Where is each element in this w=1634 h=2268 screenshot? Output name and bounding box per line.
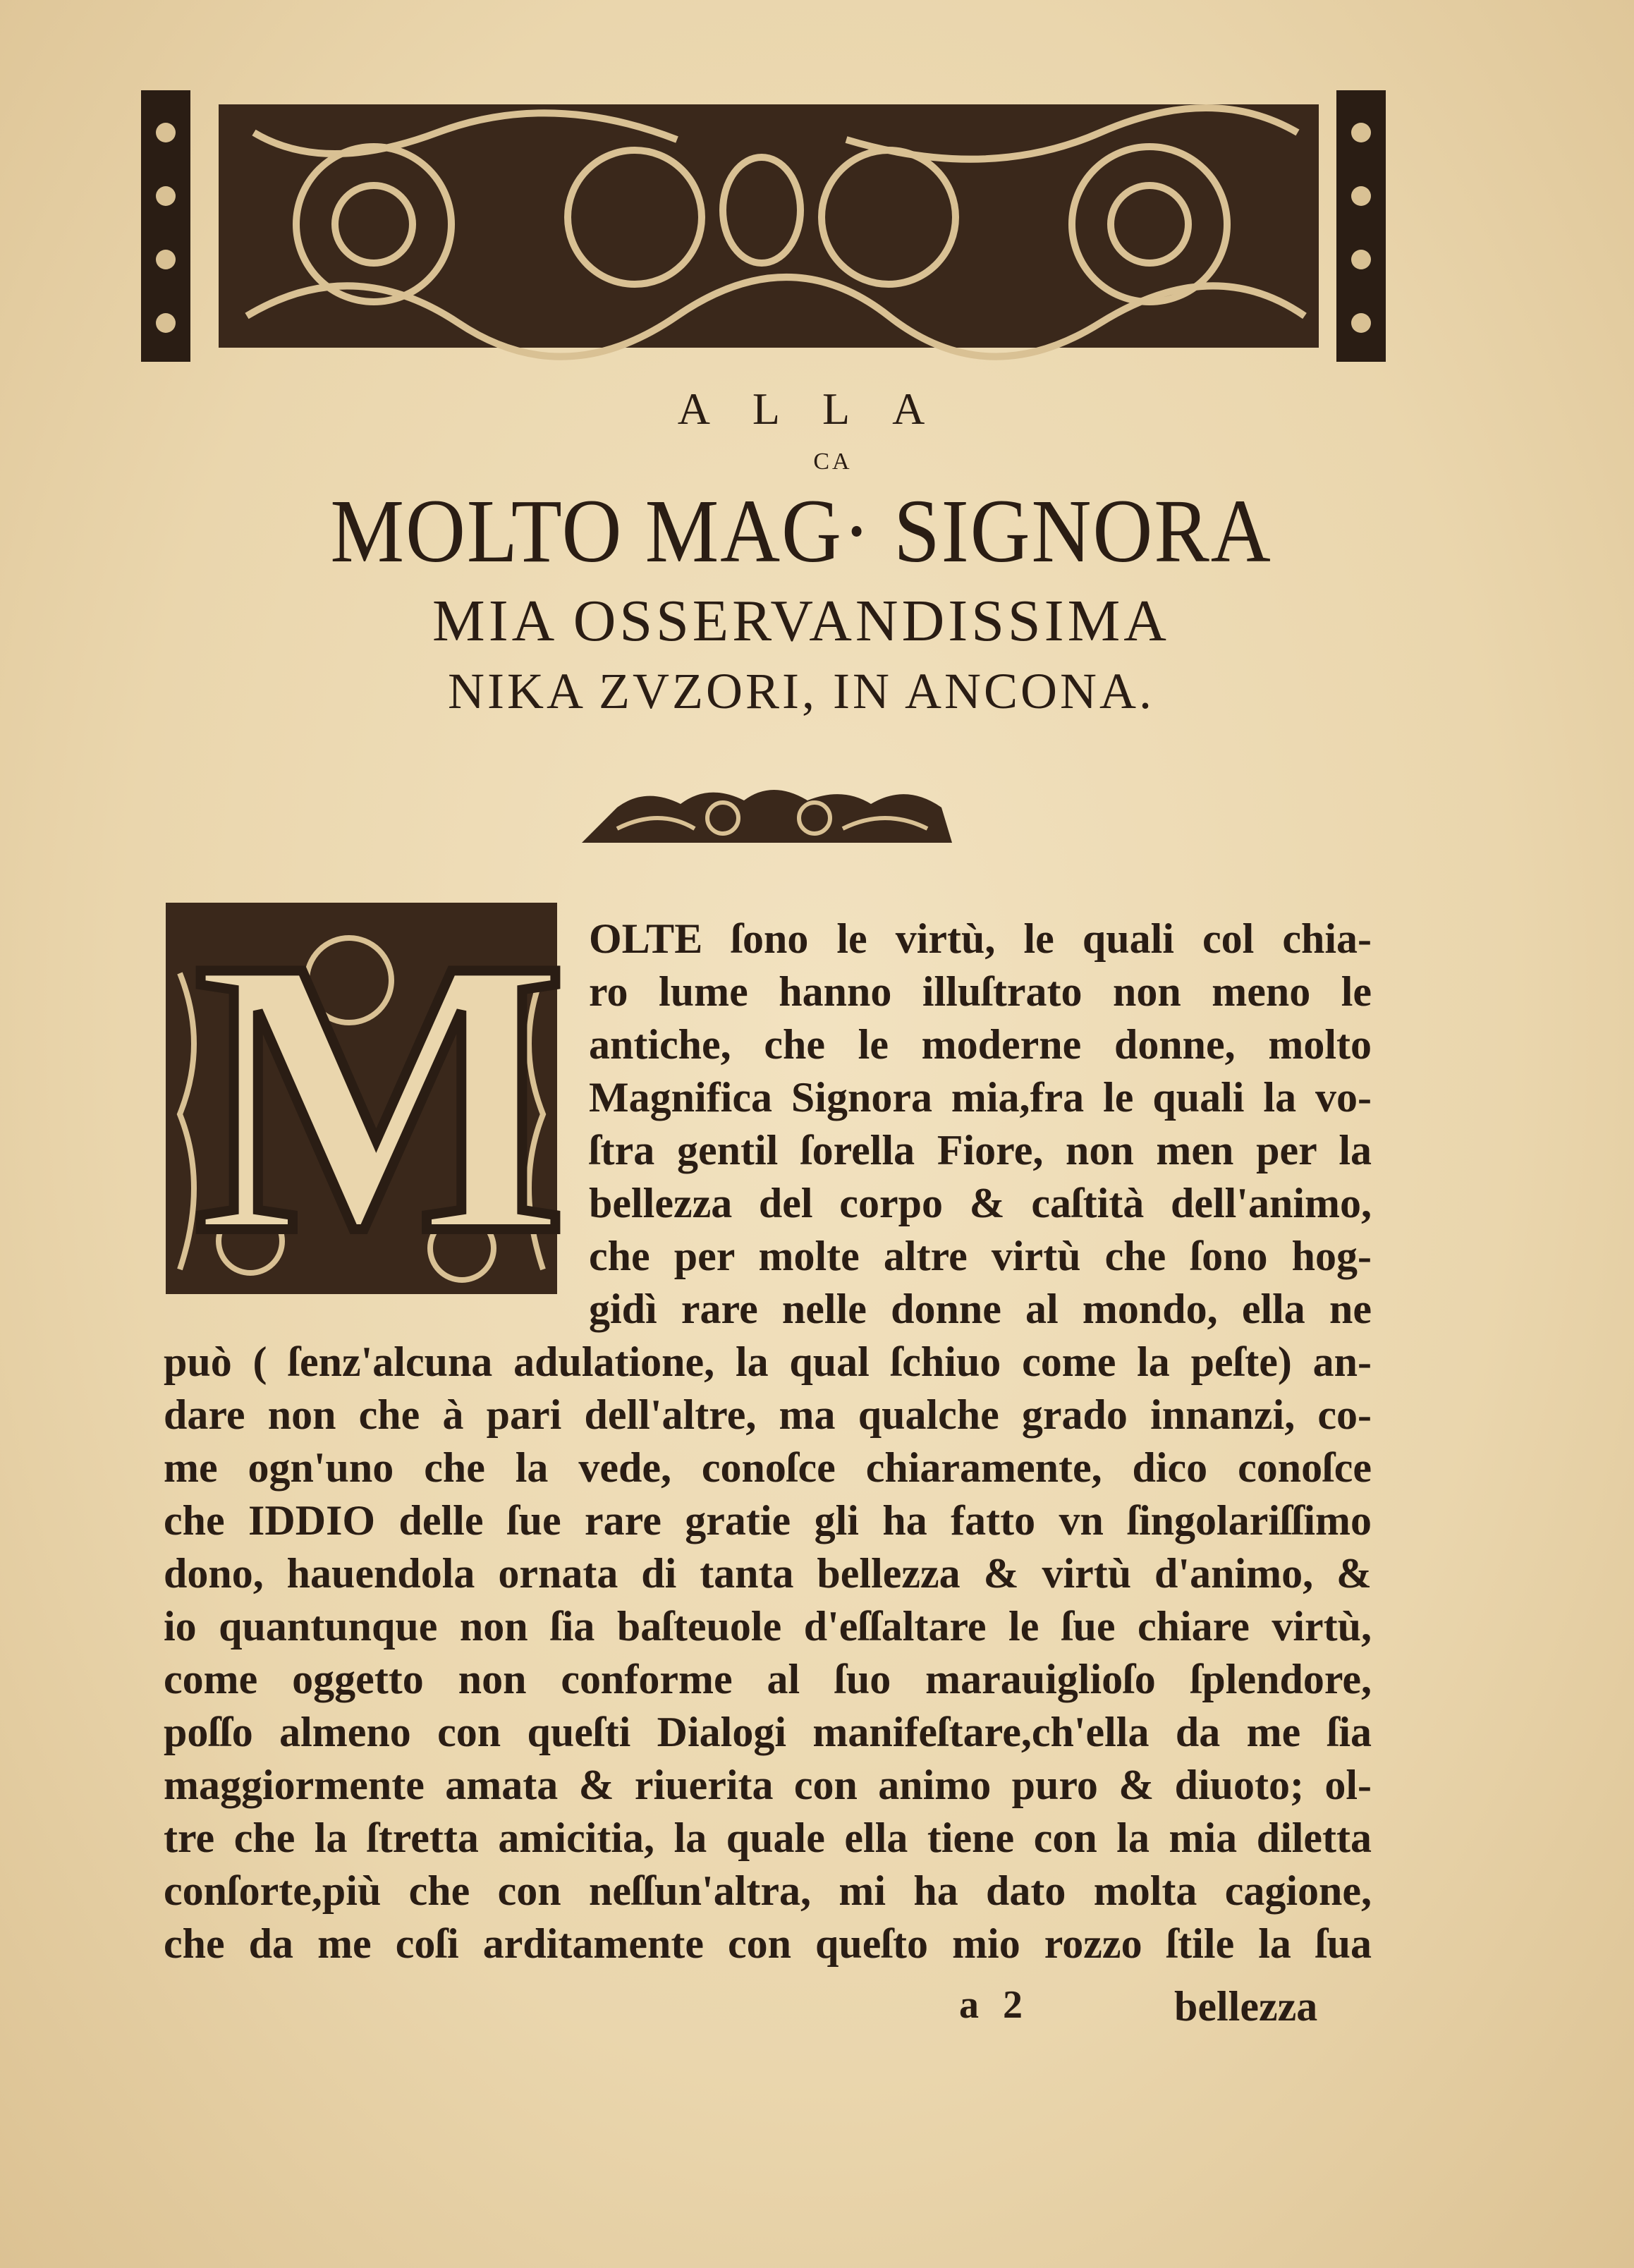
text-line: può ( ſenz'alcuna adulatione, la qual ſchiuo come la peſte) an-: [164, 1339, 1372, 1385]
text-line: io quantunque non ſia baſteuole d'eſſaltare le ſue chiare virtù,: [164, 1603, 1372, 1650]
decorated-initial: [166, 878, 567, 1315]
heading-recipient: NIKA ZVZORI, IN ANCONA.: [448, 663, 1154, 719]
text-line: dono, hauendola ornata di tanta bellezza & virtù d'animo, &: [164, 1550, 1372, 1597]
text-line: antiche, che le moderne donne, molto: [589, 1021, 1372, 1068]
catchword: bellezza: [1174, 1983, 1318, 2030]
text-line: me ogn'uno che la vede, conoſce chiaramente, dico conoſce: [164, 1444, 1372, 1491]
text-line: conſorte,più che con neſſun'altra, mi ha dato molta cagione,: [164, 1867, 1372, 1914]
text-line: come oggetto non conforme al ſuo marauiglioſo ſplendore,: [164, 1656, 1372, 1702]
text-line: che per molte altre virtù che ſono hog-: [589, 1233, 1372, 1279]
drop-cap-letter: M: [194, 878, 567, 1315]
heading-ca: CA: [813, 449, 853, 475]
text-line: Magnifica Signora mia,fra le quali la vo-: [589, 1074, 1372, 1121]
text-line: OLTE ſono le virtù, le quali col chia-: [589, 915, 1372, 962]
text-line: ſtra gentil ſorella Fiore, non men per la: [589, 1127, 1372, 1173]
text-line: che IDDIO delle ſue rare gratie gli ha fatto vn ſingolariſſimo: [164, 1497, 1372, 1544]
text-line: bellezza del corpo & caſtità dell'animo,: [589, 1180, 1372, 1226]
small-ornament: [575, 779, 959, 853]
heading-title: MOLTO MAG· SIGNORA: [330, 481, 1272, 581]
signature-mark: a 2: [959, 1983, 1023, 2027]
text-line: maggiormente amata & riuerita con animo puro & diuoto; ol-: [164, 1762, 1372, 1808]
heading-alla: ALLA: [677, 384, 968, 434]
text-line: tre che la ſtretta amicitia, la quale ella tiene con la mia diletta: [164, 1815, 1372, 1861]
text-line: dare non che à pari dell'altre, ma qualche grado innanzi, co-: [164, 1391, 1372, 1438]
text-line: gidì rare nelle donne al mondo, ella ne: [589, 1286, 1372, 1332]
text-line: poſſo almeno con queſti Dialogi manifeſtare,ch'ella da me ſia: [164, 1709, 1372, 1755]
text-line: ro lume hanno illuſtrato non meno le: [589, 968, 1372, 1015]
text-line: che da me coſi arditamente con queſto mio rozzo ſtile la ſua: [164, 1920, 1372, 1967]
woodcut-headpiece-ornament: [141, 90, 1386, 362]
heading-subtitle: MIA OSSERVANDISSIMA: [432, 588, 1170, 654]
